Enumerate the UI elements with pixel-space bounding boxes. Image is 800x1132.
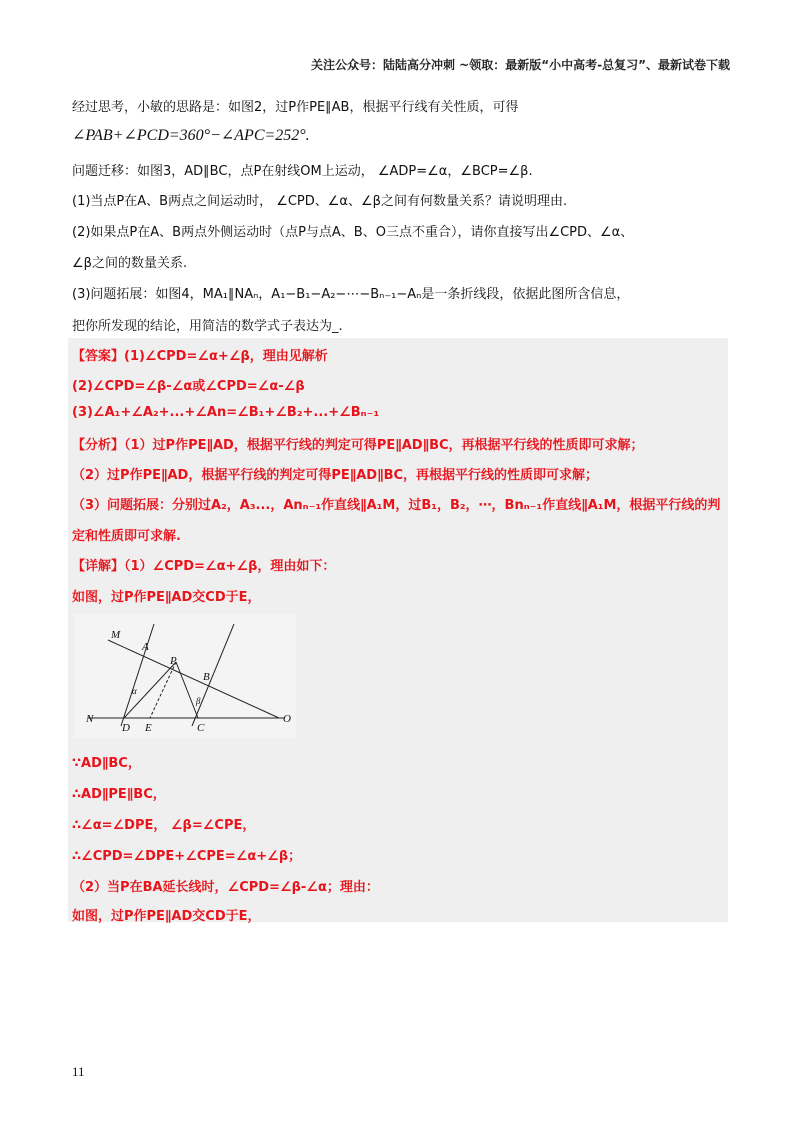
step-line: ∵AD∥BC， [72,756,141,771]
label-p: P [170,655,177,667]
step-line: （2）当P在BA延长线时，∠CPD=∠β-∠α；理由： [72,880,379,895]
answer-line: 【答案】(1)∠CPD=∠α+∠β，理由见解析 [72,349,328,364]
step-line: ∴AD∥PE∥BC， [72,787,166,802]
page-number: 11 [72,1064,85,1079]
step-line: 如图，过P作PE∥AD交CD于E， [72,909,261,924]
label-c: C [197,722,205,734]
line-bc [192,624,234,726]
answer-line: (2)∠CPD=∠β-∠α或∠CPD=∠α-∠β [72,379,305,394]
geometry-figure [74,614,296,738]
label-m: M [111,629,121,641]
step-line: ∴∠CPD=∠DPE+∠CPE=∠α+∠β； [72,849,302,864]
question-line: 经过思考，小敏的思路是：如图2，过P作PE∥AB，根据平行线有关性质，可得 [72,100,519,115]
analysis-line: （3）问题拓展：分别过A₂，A₃...，Anₙ₋₁作直线∥A₁M，过B₁，B₂，⋯，Bnₙ₋₁作直线∥A₁M，根据平行线的判 [72,498,721,513]
segment-pc [176,662,198,718]
question-line: ∠PAB+∠PCD=360°−∠APC=252°. [72,127,310,144]
geometry-diagram [74,614,296,738]
label-o: O [283,713,291,725]
detail-line: 【详解】（1）∠CPD=∠α+∠β，理由如下： [72,559,336,574]
label-a: A [142,641,149,653]
question-line: 问题迁移：如图3，AD∥BC，点P在射线OM上运动， ∠ADP=∠α，∠BCP=∠β. [72,164,533,179]
step-line: ∴∠α=∠DPE， ∠β=∠CPE， [72,818,256,833]
segment-pe [150,662,176,718]
line-ad [121,624,154,726]
question-line: 把你所发现的结论，用简洁的数学式子表达为_. [72,319,343,334]
label-n: N [86,713,94,725]
label-alpha: α [132,686,137,696]
page-header: 关注公众号：陆陆高分冲刺 ~领取：最新版“小中高考-总复习”、最新试卷下载 [311,58,730,72]
analysis-line: 定和性质即可求解. [72,529,181,544]
analysis-line: 【分析】（1）过P作PE∥AD，根据平行线的判定可得PE∥AD∥BC，再根据平行线的性质即可求解； [72,438,644,453]
label-beta: β [196,696,201,706]
question-line: (3)问题拓展：如图4，MA₁∥NAₙ，A₁−B₁−A₂−⋯−Bₙ₋₁−Aₙ是一条折线段，依据此图所含信息， [72,287,630,302]
detail-line: 如图，过P作PE∥AD交CD于E， [72,590,261,605]
label-d: D [122,722,130,734]
question-line: ∠β之间的数量关系. [72,256,188,271]
question-line: (2)如果点P在A、B两点外侧运动时（点P与点A、B、O三点不重合），请你直接写出∠CPD、∠α、 [72,225,634,240]
question-line: (1)当点P在A、B两点之间运动时， ∠CPD、∠α、∠β之间有何数量关系？请说明理由. [72,194,568,209]
label-e: E [145,722,152,734]
analysis-line: （2）过P作PE∥AD，根据平行线的判定可得PE∥AD∥BC，再根据平行线的性质即可求解； [72,468,599,483]
answer-line: (3)∠A₁+∠A₂+...+∠An=∠B₁+∠B₂+...+∠Bₙ₋₁ [72,405,380,420]
label-b: B [203,671,210,683]
